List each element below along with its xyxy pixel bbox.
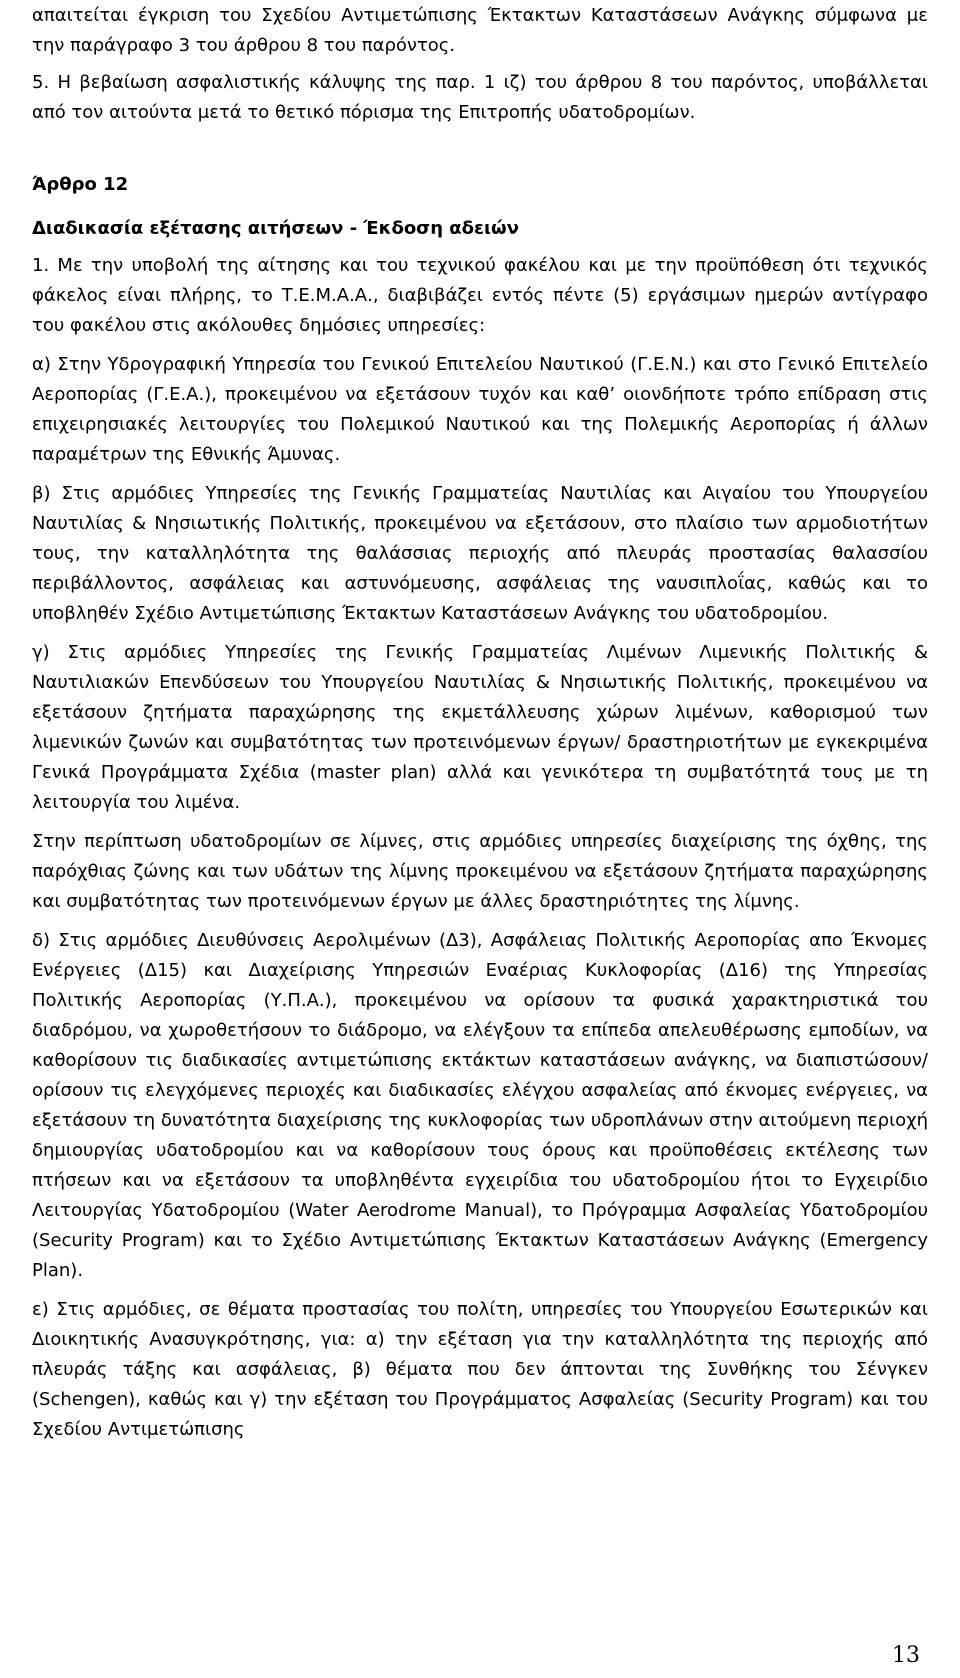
list-item-e: ε) Στις αρμόδιες, σε θέματα προστασίας του πολίτη, υπηρεσίες του Υπουργείου Εσωτερικών και Διοικητικής Ανασυγκρότησης, για: α) την εξέταση για την καταλληλότητα της περιοχής από πλευράς τάξης και ασφάλειας, β) θέματα που δεν άπτονται της Συνθήκης του Σένγκεν (Schengen), καθώς και γ) την εξέταση του Προγράμματος Ασφαλείας (Security Program) και του Σχεδίου Αντιμετώπισης (32, 1299, 928, 1440)
list-item-d: δ) Στις αρμόδιες Διευθύνσεις Αερολιμένων (Δ3), Ασφάλειας Πολιτικής Αεροπορίας απο Έκνομες Ενέργειες (Δ15) και Διαχείρισης Υπηρεσιών Εναέριας Κυκλοφορίας (Δ16) της Υπηρεσίας Πολιτικής Αεροπορίας (Υ.Π.Α.), προκειμένου να ορίσουν τα φυσικά χαρακτηριστικά του διαδρόμου, να χωροθετήσουν το διάδρομο, να ελέγξουν τα επίπεδα απελευθέρωσης εμποδίων, να καθορίσουν τις διαδικασίες αντιμετώπισης εκτάκτων καταστάσεων ανάγκης, να διαπιστώσουν/ ορίσουν τις ελεγχόμενες περιοχές και διαδικασίες ελέγχου ασφαλείας από έκνομες ενέργειες, να εξετάσουν τη δυνατότητα διαχείρισης της κυκλοφορίας των υδροπλάνων στην αιτούμενη περιοχή δημιουργίας υδατοδρομίου και να καθορίσουν τους όρους και προϋποθέσεις εκτέλεσης των πτήσεων και να εξετάσουν τα υποβληθέντα εγχειρίδια του υδατοδρομίου ήτοι το Εγχειρίδιο Λειτουργίας Υδατοδρομίου (Water Aerodrome Manual), το Πρόγραμμα Ασφαλείας Υδατοδρομίου (Security Program) και το Σχέδιο Αντιμετώπισης Έκτακτων Καταστάσεων Ανάγκης (Emergency Plan). (32, 930, 928, 1281)
list-item-a: α) Στην Υδρογραφική Υπηρεσία του Γενικού Επιτελείου Ναυτικού (Γ.Ε.Ν.) και στο Γενικό Επιτελείο Αεροπορίας (Γ.Ε.Α.), προκειμένου να εξετάσουν τυχόν και καθ’ οιονδήποτε τρόπο επίδραση στις επιχειρησιακές λειτουργίες του Πολεμικού Ναυτικού και της Πολεμικής Αεροπορίας ή άλλων παραμέτρων της Εθνικής Άμυνας. (32, 354, 928, 465)
intro-fragment: απαιτείται έγκριση του Σχεδίου Αντιμετώπισης Έκτακτων Καταστάσεων Ανάγκης σύμφωνα με την παράγραφο 3 του άρθρου 8 του παρόντος. (32, 5, 928, 56)
page-number: 13 (892, 1643, 920, 1668)
lakes-paragraph: Στην περίπτωση υδατοδρομίων σε λίμνες, στις αρμόδιες υπηρεσίες διαχείρισης της όχθης, της παρόχθιας ζώνης και των υδάτων της λίμνης προκειμένου να εξετάσουν ζητήματα παραχώρησης και συμβατότητας των προτεινόμενων έργων με άλλες δραστηριότητες της λίμνης. (32, 831, 928, 912)
list-item-c: γ) Στις αρμόδιες Υπηρεσίες της Γενικής Γραμματείας Λιμένων Λιμενικής Πολιτικής & Ναυτιλιακών Επενδύσεων του Υπουργείου Ναυτιλίας & Νησιωτικής Πολιτικής, προκειμένου να εξετάσουν ζητήματα παραχώρησης της εκμετάλλευσης χώρων λιμένων, καθορισμού των λιμενικών ζωνών και συμβατότητας των προτεινόμενων έργων/ δραστηριοτήτων με εγκεκριμένα Γενικά Προγράμματα Σχέδια (master plan) αλλά και γενικότερα τη συμβατότητά τους με τη λειτουργία του λιμένα. (32, 642, 928, 813)
article-title: Άρθρο 12 (32, 174, 129, 195)
list-item-b: β) Στις αρμόδιες Υπηρεσίες της Γενικής Γραμματείας Ναυτιλίας και Αιγαίου του Υπουργείου Ναυτιλίας & Νησιωτικής Πολιτικής, προκειμένου να εξετάσουν, στο πλαίσιο των αρμοδιοτήτων τους, την καταλληλότητα της θαλάσσιας περιοχής από πλευράς προστασίας θαλασσίου περιβάλλοντος, ασφάλειας και αστυνόμευσης, ασφάλειας της ναυσιπλοΐας, καθώς και το υποβληθέν Σχέδιο Αντιμετώπισης Έκτακτων Καταστάσεων Ανάγκης του υδατοδρομίου. (32, 483, 928, 624)
paragraph-1: 1. Με την υποβολή της αίτησης και του τεχνικού φακέλου και με την προϋπόθεση ότι τεχνικός φάκελος είναι πλήρης, το Τ.Ε.Μ.Α.Α., διαβιβάζει εντός πέντε (5) εργάσιμων ημερών αντίγραφο του φακέλου στις ακόλουθες δημόσιες υπηρεσίες: (32, 255, 928, 336)
document-page (32, 0, 928, 1445)
article-subtitle: Διαδικασία εξέτασης αιτήσεων - Έκδοση αδειών (32, 218, 519, 239)
paragraph-5: 5. Η βεβαίωση ασφαλιστικής κάλυψης της παρ. 1 ιζ) του άρθρου 8 του παρόντος, υποβάλλεται από τον αιτούντα μετά το θετικό πόρισμα της Επιτροπής υδατοδρομίων. (32, 72, 928, 123)
